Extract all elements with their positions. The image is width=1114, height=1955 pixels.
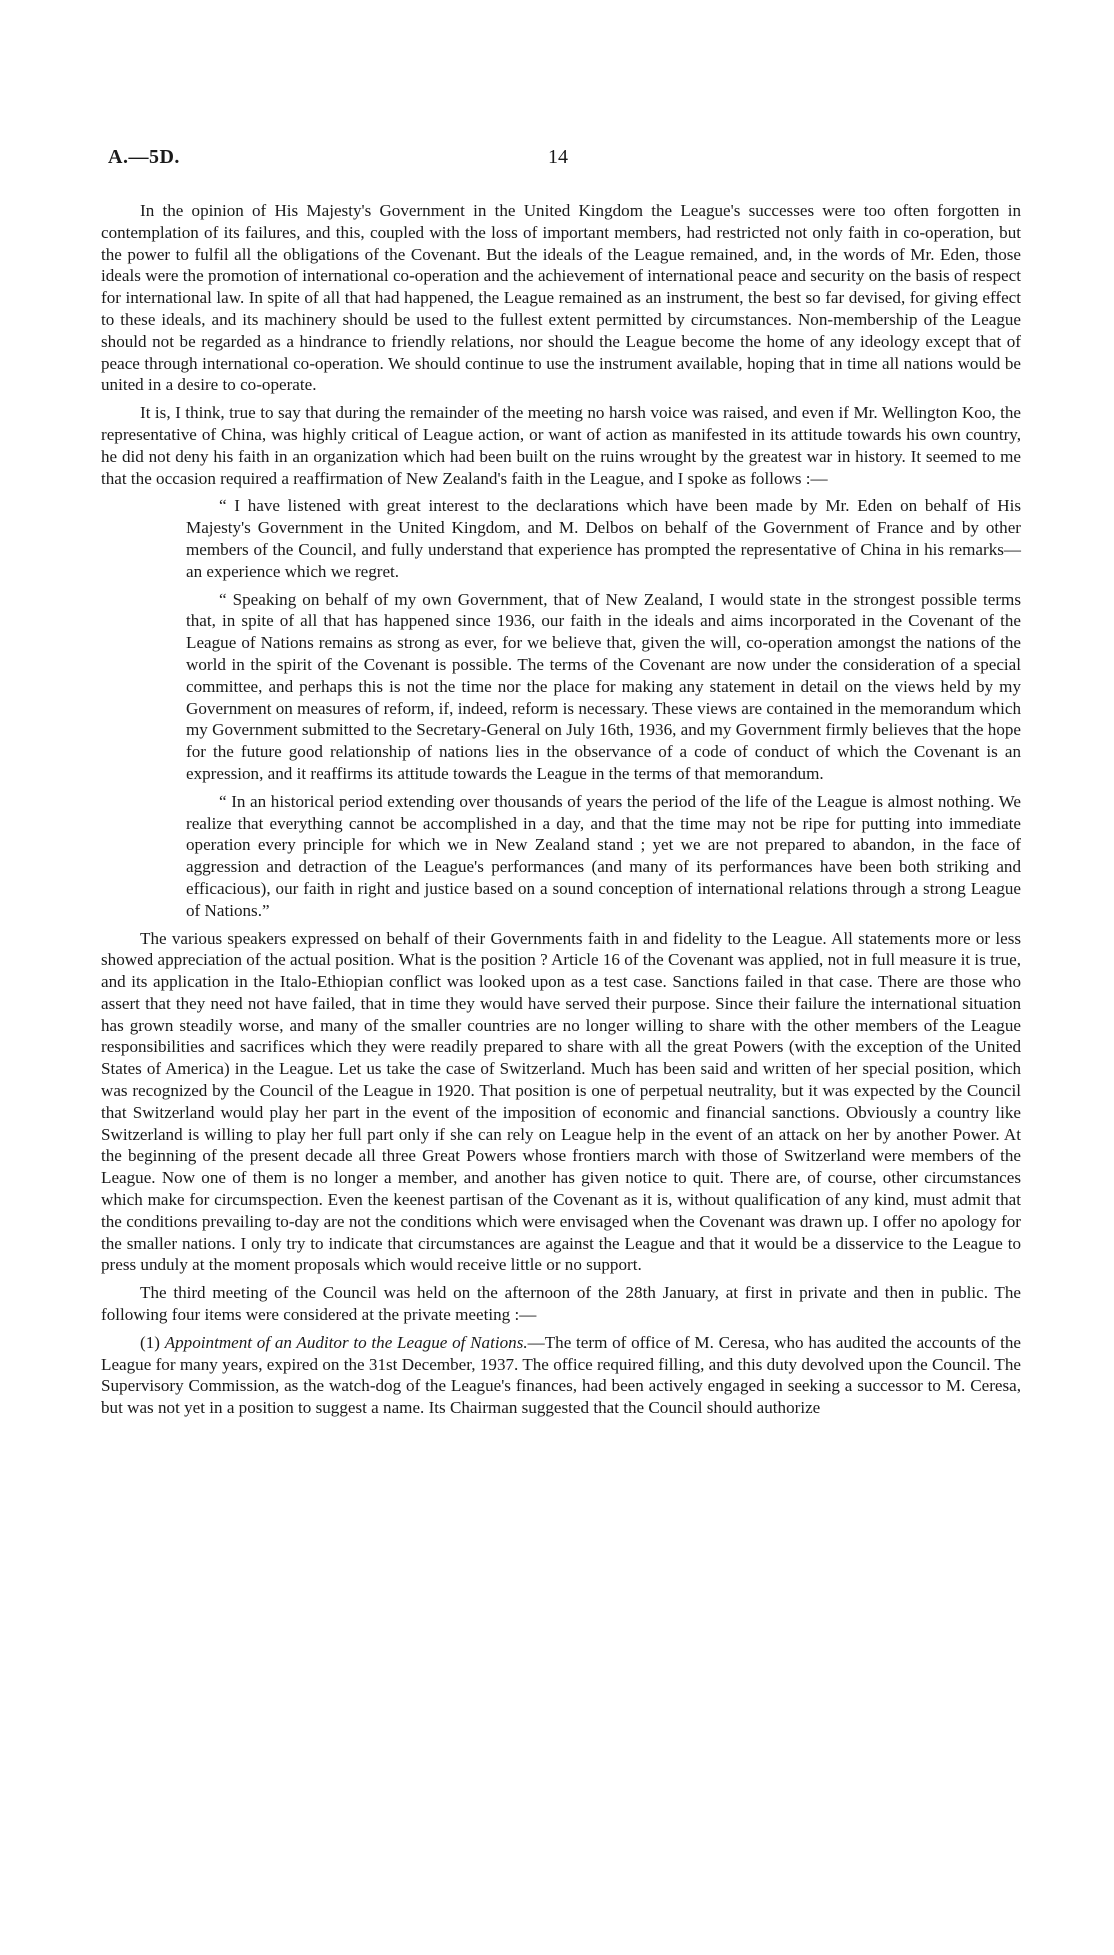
paragraph-third-meeting: The third meeting of the Council was held on the afternoon of the 28th January, at first in private and then in public. The following four items were considered at the private meeting :—	[101, 1283, 1021, 1325]
quote-paragraph-3: “ In an historical period extending over thousands of years the period of the life of the League is almost nothing. We realize that everything cannot be accomplished in a day, and that the time may not be ripe for putting into immediate operation every principle for which we in New Zealand stand ; yet we are not prepared to abandon, in the face of aggression and detraction of the League's performances (and many of its performances have been both striking and efficacious), our faith in right and justice based on a sound conception of international relations through a strong League of Nations.”	[186, 791, 1021, 920]
paragraph-uk-government-view: In the opinion of His Majesty's Government in the United Kingdom the League's successes were too often forgotten in contemplation of its failures, and this, coupled with the loss of important members, had restricted not only faith in co-operation, but the power to fulfil all the obligations of the Covenant. But the ideals of the League remained, and, in the words of Mr. Eden, those ideals were the promotion of international co-operation and the achievement of international peace and security on the basis of respect for international law. In spite of all that had happened, the League remained as an instrument, the best so far devised, for giving effect to these ideals, and its machinery should be used to the fullest extent permitted by circumstances. Non-membership of the League should not be regarded as a hindrance to friendly relations, nor should the League become the home of any ideology except that of peace through international co-operation. We should continue to use the instrument available, hoping that in time all nations would be united in a desire to co-operate.	[101, 201, 1021, 395]
item-number: (1)	[140, 1332, 160, 1352]
quote-paragraph-1: “ I have listened with great interest to the declarations which have been made by Mr. Eden on behalf of His Majesty's Government in the United Kingdom, and M. Delbos on behalf of the Government of France and by other members of the Council, and fully understand that experience has prompted the representative of China in his remarks—an experience which we regret.	[186, 496, 1021, 581]
body-text	[101, 200, 1021, 1425]
speech-quotation	[186, 495, 1021, 921]
paragraph-council-meeting-remarks: It is, I think, true to say that during the remainder of the meeting no harsh voice was raised, and even if Mr. Wellington Koo, the representative of China, was highly critical of League action, or want of action as manifested in its attitude towards his own country, he did not deny his faith in an organization which had been built on the ruins wrought by the greatest war in history. It seemed to me that the occasion required a reaffirmation of New Zealand's faith in the League, and I spoke as follows :—	[101, 403, 1021, 488]
item-heading: Appointment of an Auditor to the League of Nations.	[164, 1332, 528, 1352]
item-text: —The term of office of M. Ceresa, who has audited the accounts of the League for many years, expired on the 31st December, 1937. The office required filling, and this duty devolved upon the Council. The Supervisory Commission, as the watch-dog of the League's finances, had been actively engaged in seeking a successor to M. Ceresa, but was not yet in a position to suggest a name. Its Chairman suggested that the Council should authorize	[101, 1332, 1021, 1418]
document-reference: A.—5D.	[108, 146, 180, 168]
quote-paragraph-2: “ Speaking on behalf of my own Government, that of New Zealand, I would state in the strongest possible terms that, in spite of all that has happened since 1936, our faith in the ideals and aims incorporated in the Covenant of the League of Nations remains as strong as ever, for we believe that, given the will, co-operation amongst the nations of the world in the spirit of the Covenant is possible. The terms of the Covenant are now under the consideration of a special committee, and perhaps this is not the time nor the place for making any statement in detail on the views held by my Government on measures of reform, if, indeed, reform is necessary. These views are contained in the memorandum which my Government submitted to the Secretary-General on July 16th, 1936, and my Government firmly believes that the hope for the future good relationship of nations lies in the observance of a code of conduct of which the Covenant is an expression, and it reaffirms its attitude towards the League in the terms of that memorandum.	[186, 589, 1022, 783]
page-header	[108, 146, 1028, 174]
paragraph-auditor-appointment	[101, 1332, 1021, 1419]
page-number: 14	[548, 146, 568, 168]
paragraph-speakers-position: The various speakers expressed on behalf of their Governments faith in and fidelity to the League. All statements more or less showed appreciation of the actual position. What is the position ? Article 16 of the Covenant was applied, not in full measure it is true, and its application in the Italo-Ethiopian conflict was looked upon as a test case. Sanctions failed in that case. There are those who assert that they need not have failed, that in time they would have served their purpose. Since their failure the international situation has grown steadily worse, and many of the smaller countries are no longer willing to share with the other members of the League responsibilities and sacrifices which they were readily prepared to share with all the great Powers (with the exception of the United States of America) in the League. Let us take the case of Switzerland. Much has been said and written of her special position, which was recognized by the Council of the League in 1920. That position is one of perpetual neutrality, but it was expected by the Council that Switzerland would play her part in the event of the imposition of economic and financial sanctions. Obviously a country like Switzerland is willing to play her full part only if she can rely on League help in the event of an attack on her by another Power. At the beginning of the present decade all three Great Powers whose frontiers march with those of Switzerland were members of the League. Now one of them is no longer a member, and another has given notice to quit. There are, of course, other circumstances which make for circumspection. Even the keenest partisan of the Covenant as it is, without qualification of any kind, must admit that the conditions prevailing to-day are not the conditions which were envisaged when the Covenant was drawn up. I offer no apology for the smaller nations. I only try to indicate that circumstances are against the League and that it would be a disservice to the League to press unduly at the moment proposals which would receive little or no support.	[101, 928, 1021, 1275]
